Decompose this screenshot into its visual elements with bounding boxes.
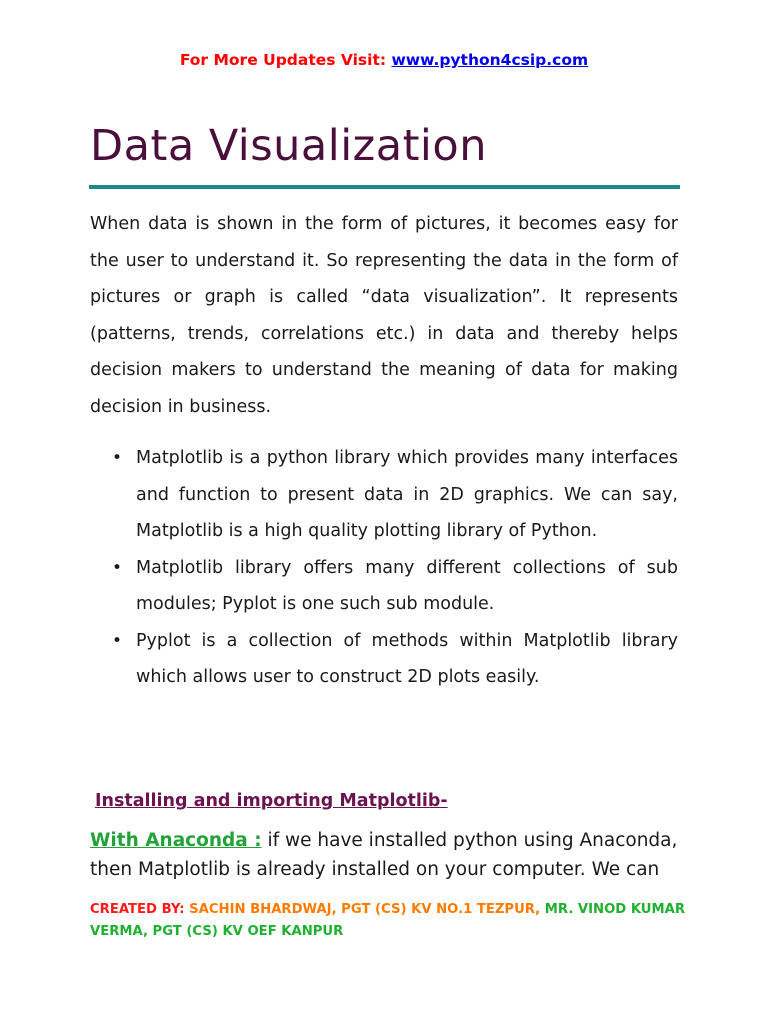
- section-heading: Installing and importing Matplotlib-: [95, 791, 448, 811]
- anaconda-text: if we have installed python using Anaconda, then Matplotlib is already installed on your computer. We can: [90, 830, 678, 880]
- credits-author-2: MR. VINOD KUMAR VERMA, PGT (CS) KV OEF KANPUR: [90, 902, 685, 939]
- list-item-text: Matplotlib library offers many different collections of sub modules; Pyplot is one such sub module.: [136, 557, 678, 614]
- bullet-icon: •: [112, 630, 123, 651]
- list-item: [90, 440, 678, 550]
- bullet-list: [90, 440, 678, 696]
- list-item: [90, 550, 678, 623]
- list-item-text: Pyplot is a collection of methods within Matplotlib library which allows user to construct 2D plots easily.: [136, 630, 678, 687]
- top-banner: [0, 50, 768, 70]
- credits-footer: [90, 899, 690, 943]
- credits-author-1: SACHIN BHARDWAJ, PGT (CS) KV NO.1 TEZPUR,: [184, 902, 541, 917]
- website-link[interactable]: www.python4csip.com: [391, 51, 589, 69]
- list-item: [90, 623, 678, 696]
- banner-prefix: For More Updates Visit:: [179, 51, 387, 69]
- list-item-text: Matplotlib is a python library which provides many interfaces and function to present data in 2D graphics. We can say, Matplotlib is a high quality plotting library of Python.: [136, 448, 678, 541]
- bullet-icon: •: [112, 557, 123, 578]
- anaconda-paragraph: [90, 826, 680, 884]
- anaconda-lead: With Anaconda :: [90, 830, 262, 851]
- title-divider: [89, 185, 680, 189]
- page-title: Data Visualization: [90, 121, 487, 171]
- credits-label: CREATED BY:: [90, 902, 185, 917]
- bullet-icon: •: [112, 448, 123, 468]
- intro-paragraph: When data is shown in the form of pictures, it becomes easy for the user to understand it. So representing the data in the form of pictures or graph is called “data visualization”. It represents (patterns, trends, correlations etc.) in data and thereby helps decision makers to understand the meaning of data for making decision in business.: [90, 214, 678, 417]
